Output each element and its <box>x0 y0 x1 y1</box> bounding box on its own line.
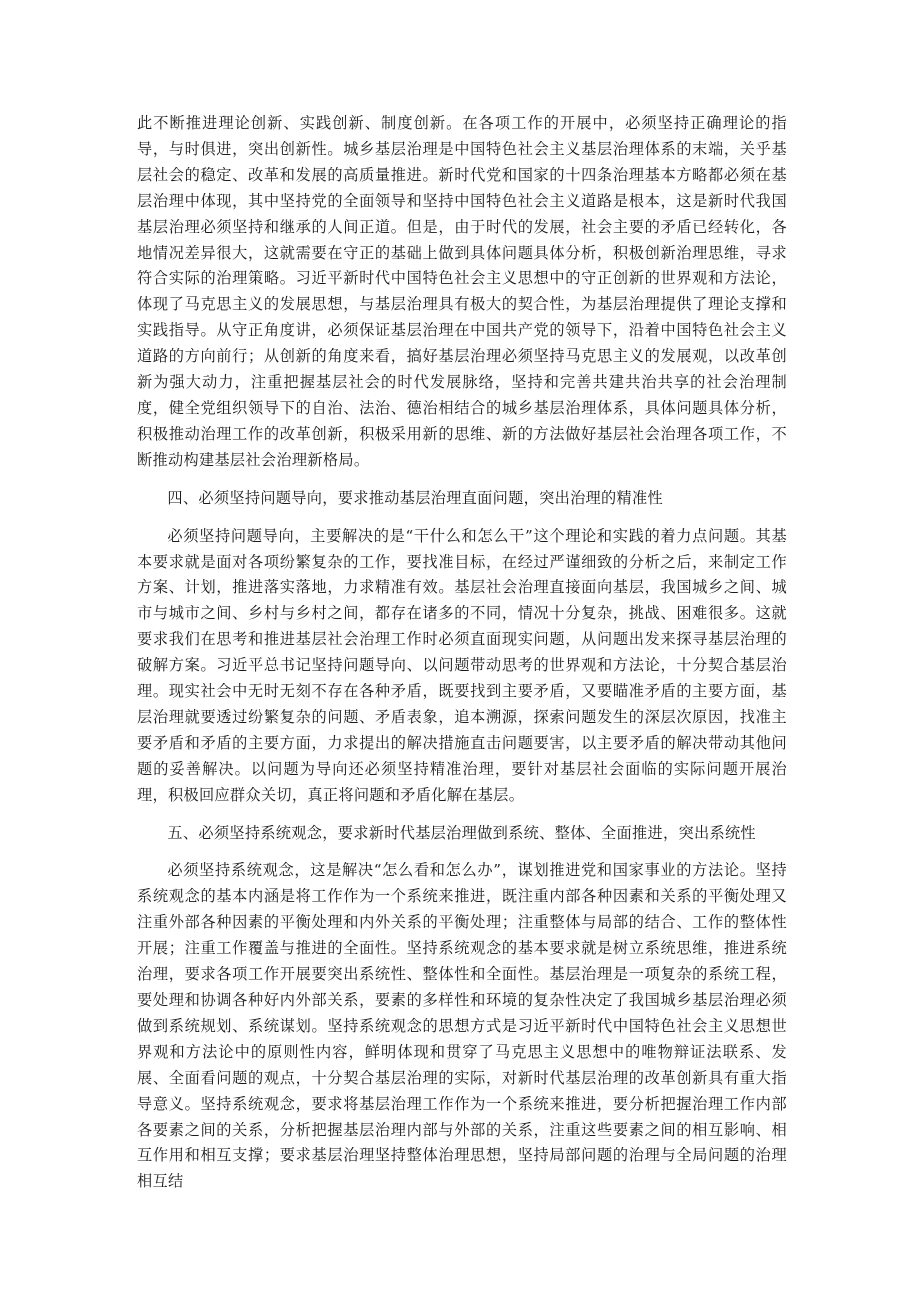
document-page <box>137 111 787 1207</box>
section-heading-5: 五、必须坚持系统观念，要求新时代基层治理做到系统、整体、全面推进，突出系统性 <box>167 823 756 842</box>
section-heading-4: 四、必须坚持问题导向，要求推动基层治理直面问题，突出治理的精准性 <box>167 488 663 507</box>
paragraph-continuation: 此不断推进理论创新、实践创新、制度创新。在各项工作的开展中，必须坚持正确理论的指导，与时俱进，突出创新性。城乡基层治理是中国特色社会主义基层治理体系的末端，关乎基层社会的稳定、改革和发展的高质量推进。新时代党和国家的十四条治理基本方略都必须在基层治理中体现，其中坚持党的全面领导和坚持中国特色社会主义道路是根本，这是新时代我国基层治理必须坚持和继承的人间正道。但是，由于时代的发展，社会主要的矛盾已经转化，各地情况差异很大，这就需要在守正的基础上做到具体问题具体分析，积极创新治理思维，寻求符合实际的治理策略。习近平新时代中国特色社会主义思想中的守正创新的世界观和方法论，体现了马克思主义的发展思想，与基层治理具有极大的契合性，为基层治理提供了理论支撑和实践指导。从守正角度讲，必须保证基层治理在中国共产党的领导下，沿着中国特色社会主义道路的方向前行；从创新的角度来看，搞好基层治理必须坚持马克思主义的发展观，以改革创新为强大动力，注重把握基层社会的时代发展脉络，坚持和完善共建共治共享的社会治理制度，健全党组织领导下的自治、法治、德治相结合的城乡基层治理体系，具体问题具体分析，积极推动治理工作的改革创新，积极采用新的思维、新的方法做好基层社会治理各项工作，不断推动构建基层社会治理新格局。 <box>137 114 787 469</box>
paragraph-system-concept: 必须坚持系统观念，这是解决“怎么看和怎么办”，谋划推进党和国家事业的方法论。坚持系统观念的基本内涵是将工作作为一个系统来推进，既注重内部各种因素和关系的平衡处理又注重外部各种因素的平衡处理和内外关系的平衡处理；注重整体与局部的结合、工作的整体性开展；注重工作覆盖与推进的全面性。坚持系统观念的基本要求就是树立系统思维，推进系统治理，要求各项工作开展要突出系统性、整体性和全面性。基层治理是一项复杂的系统工程，要处理和协调各种好内外部关系，要素的多样性和环境的复杂性决定了我国城乡基层治理必须做到系统规划、系统谋划。坚持系统观念的思想方式是习近平新时代中国特色社会主义思想世界观和方法论中的原则性内容，鲜明体现和贯穿了马克思主义思想中的唯物辩证法联系、发展、全面看问题的观点，十分契合基层治理的实际，对新时代基层治理的改革创新具有重大指导意义。坚持系统观念，要求将基层治理工作作为一个系统来推进，要分析把握治理工作内部各要素之间的关系，分析把握基层治理内部与外部的关系，注重这些要素之间的相互影响、相互作用和相互支撑；要求基层治理坚持整体治理思想，坚持局部问题的治理与全局问题的治理相互结 <box>137 861 787 1191</box>
paragraph-problem-orientation: 必须坚持问题导向，主要解决的是“干什么和怎么干”这个理论和实践的着力点问题。其基本要求就是面对各项纷繁复杂的工作，要找准目标，在经过严谨细致的分析之后，来制定工作方案、计划，推进落实落地，力求精准有效。基层社会治理直接面向基层，我国城乡之间、城市与城市之间、乡村与乡村之间，都存在诸多的不同，情况十分复杂，挑战、困难很多。这就要求我们在思考和推进基层社会治理工作时必须直面现实问题，从问题出发来探寻基层治理的破解方案。习近平总书记坚持问题导向、以问题带动思考的世界观和方法论，十分契合基层治理。现实社会中无时无刻不存在各种矛盾，既要找到主要矛盾，又要瞄准矛盾的主要方面，基层治理就要透过纷繁复杂的问题、矛盾表象，追本溯源，探索问题发生的深层次原因，找准主要矛盾和矛盾的主要方面，力求提出的解决措施直击问题要害，以主要矛盾的解决带动其他问题的妥善解决。以问题为导向还必须坚持精准治理，要针对基层社会面临的实际问题开展治理，积极回应群众关切，真正将问题和矛盾化解在基层。 <box>137 526 787 804</box>
